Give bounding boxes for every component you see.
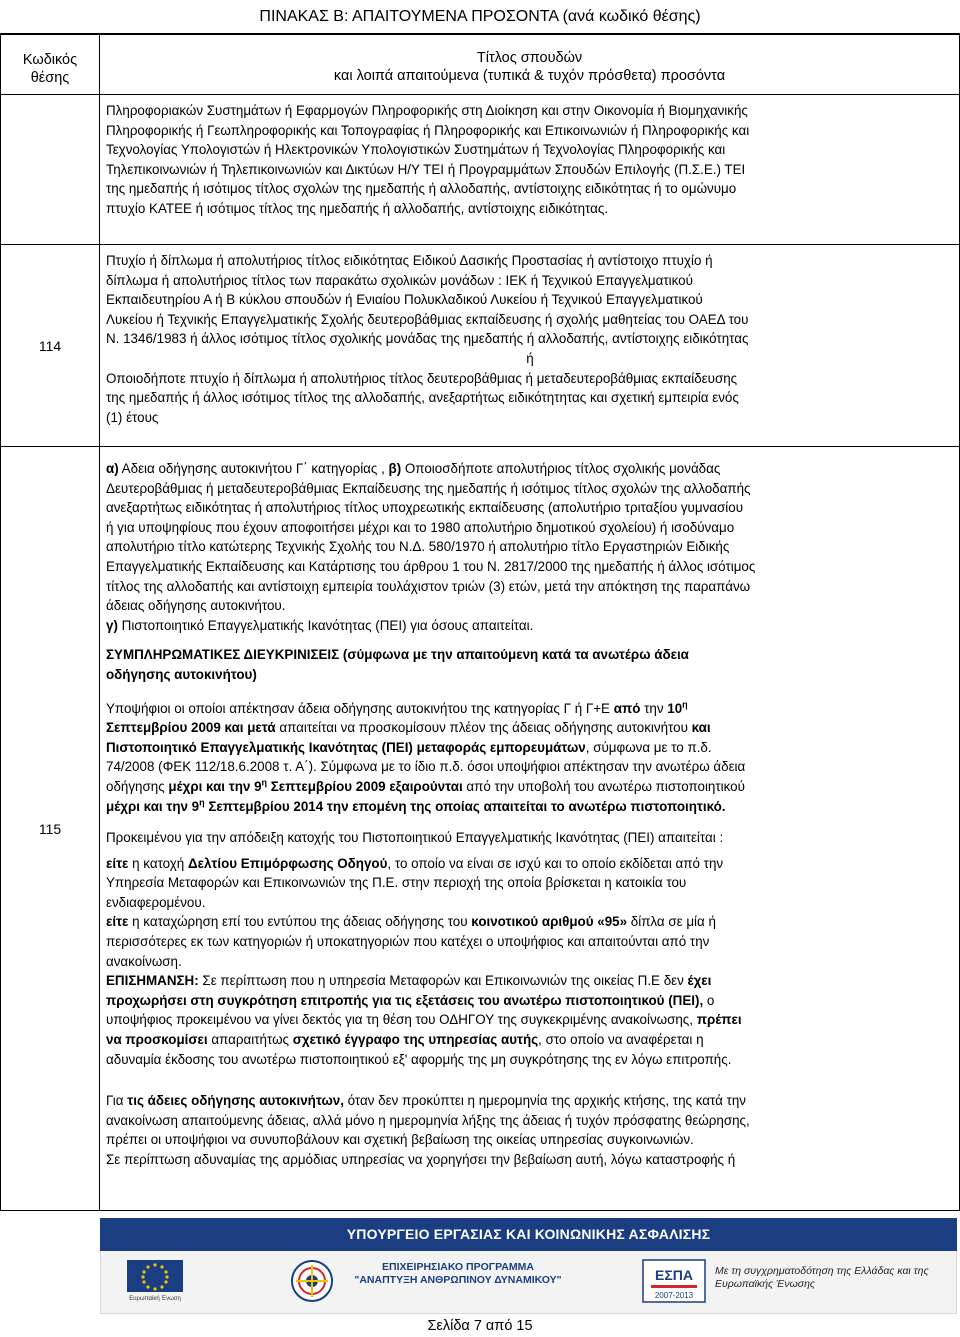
text-run: απαραιτήτως <box>207 1032 293 1048</box>
prev-line: Τηλεπικοινωνιών ή Τηλεπικοινωνιών και Δικτύων Η/Υ ΤΕΙ ή Προγραμμάτων Σπουδών Επιλογής (Π.Σ.Ε.) ΤΕΙ <box>106 161 746 177</box>
funding-banner <box>100 1218 957 1313</box>
text-run: Σεπτεμβρίου 2009 εξαιρούνται <box>267 778 463 794</box>
supplementary-heading <box>106 665 954 685</box>
programme-title <box>343 1261 573 1287</box>
text-run: να προσκομίσει <box>106 1032 208 1048</box>
text-run: την <box>640 700 668 716</box>
page-number: Σελίδα 7 από 15 <box>427 1318 533 1334</box>
logos-strip <box>100 1251 957 1314</box>
text-line <box>106 616 954 636</box>
header-title-line2: και λοιπά απαιτούμενα (τυπικά & τυχόν πρόσθετα) προσόντα <box>333 68 726 84</box>
text-line: τίτλος της αλλοδαπής και αντίστοιχη εμπειρία τουλάχιστον τριών (3) ετών, μετά την απόκτηση της παραπάνω <box>106 578 751 594</box>
item-label-a: α) <box>106 461 119 476</box>
text-run: πρέπει <box>696 1012 742 1028</box>
text-run: και <box>691 720 711 736</box>
prev-line: της ημεδαπής ή ισότιμος τίτλος σχολών της ημεδαπής ή αλλοδαπής, αντίστοιχης ειδικότητας ή το ομώνυμο <box>106 181 737 197</box>
text-line <box>106 991 954 1011</box>
text-run: , το οποίο να είναι σε ισχύ και το οποίο εκδίδεται από την <box>387 855 724 871</box>
text-line: (1) έτους <box>106 409 159 425</box>
text-line: της ημεδαπής ή άλλος ισότιμος τίτλος της αλλοδαπής, ανεξαρτήτως ειδικότητητας και σχετική εμπειρία ενός <box>106 390 739 406</box>
qualification-cell-114 <box>100 245 960 447</box>
text-run: Σεπτεμβρίου 2014 την επομένη της οποίας απαιτείται το ανωτέρω πιστοποιητικό. <box>204 798 726 814</box>
text-run: μέχρι και <box>168 778 226 794</box>
text-line <box>106 738 954 758</box>
header-code-cell <box>1 35 100 95</box>
text-line <box>106 1010 954 1030</box>
text-line: Προκειμένου για την απόδειξη κατοχής του Πιστοποιητικού Επαγγελματικής Ικανότητας (ΠΕΙ) απαιτείται : <box>106 830 724 846</box>
text-line <box>106 699 954 719</box>
text-run: η <box>682 699 688 710</box>
text-line: ανακοίνωση. <box>106 953 182 969</box>
text-run: Σεπτεμβρίου 2009 και μετά <box>106 720 276 736</box>
ministry-bar: ΥΠΟΥΡΓΕΙΟ ΕΡΓΑΣΙΑΣ ΚΑΙ ΚΟΙΝΩΝΙΚΗΣ ΑΣΦΑΛΙΣΗΣ <box>100 1218 957 1251</box>
item-label-b: β) <box>388 461 402 476</box>
text-line <box>106 854 954 874</box>
programme-line: "ΑΝΑΠΤΥΞΗ ΑΝΘΡΩΠΙΝΟΥ ΔΥΝΑΜΙΚΟΥ" <box>354 1274 562 1286</box>
text-line: Λυκείου ή Τεχνικής Επαγγελματικής Σχολής δευτεροβάθμιας εκπαίδευσης ή σχολής μαθητείας του ΟΑΕΔ του <box>106 311 749 327</box>
text-run: , στο οποίο να αναφέρεται η <box>538 1032 704 1048</box>
code-cell-114 <box>1 245 100 447</box>
text-run: από <box>613 700 641 716</box>
text-run: ο <box>703 992 715 1008</box>
text-run: τις άδειες οδήγησης αυτοκινήτων, <box>127 1093 344 1109</box>
text-line: περισσότερες εκ των κατηγοριών ή υποκατηγοριών που κατέχει ο υποψήφιος και απαιτούνται από την <box>106 934 710 950</box>
page-title: ΠΙΝΑΚΑΣ Β: ΑΠΑΙΤΟΥΜΕΝΑ ΠΡΟΣΟΝΤΑ (ανά κωδικό θέσης) <box>259 8 701 25</box>
eu-label: Ευρωπαϊκή Ένωση <box>129 1296 181 1302</box>
espa-years: 2007-2013 <box>654 1291 694 1300</box>
text-line: άδειας οδήγησης αυτοκινήτου. <box>106 598 286 614</box>
text-line <box>106 718 954 738</box>
text-run: Αδεια οδήγησης αυτοκινήτου Γ΄ κατηγορίας , <box>118 461 389 476</box>
prev-line: Πληροφοριακών Συστημάτων ή Εφαρμογών Πληροφορικής στη Διοίκηση και στην Οικονομία ή Βιομηχανικής <box>106 103 748 118</box>
text-run: σχετικό έγγραφο της υπηρεσίας αυτής <box>292 1032 539 1048</box>
qualification-cell-115 <box>100 447 960 1211</box>
programme-logo-icon <box>286 1257 338 1305</box>
text-run: η καταχώρηση επί του εντύπου της άδειας οδήγησης του <box>128 914 472 930</box>
cofunding-text: Με τη συγχρηματοδότηση της Ελλάδας και της Ευρωπαϊκής Ένωσης <box>715 1265 929 1290</box>
text-run: Για <box>106 1093 128 1109</box>
header-code-line1: Κωδικός <box>22 52 78 68</box>
text-run: προχωρήσει στη συγκρότηση επιτροπής για τις εξετάσεις του ανωτέρω πιστοποιητικού (ΠΕΙ), <box>106 992 704 1008</box>
prev-line: Τεχνολογίας Υπολογιστών ή Ηλεκτρονικών Υπολογιστικών Συστημάτων ή Τεχνολογίας Πληροφορικής και <box>106 142 726 158</box>
programme-line: ΕΠΙΧΕΙΡΗΣΙΑΚΟ ΠΡΟΓΡΑΜΜΑ <box>382 1261 534 1273</box>
header-title-line1: Τίτλος σπουδών <box>476 50 583 66</box>
text-line: δίπλωμα ή απολυτήριος τίτλος των παρακάτω σχολικών μονάδων : ΙΕΚ ή Τεχνικού Επαγγελματικού <box>106 272 693 288</box>
text-run: δίπλα σε μία ή <box>627 914 716 930</box>
eu-flag-icon <box>109 1258 201 1302</box>
text-run: απαιτείται να προσκομίσουν πλέον της άδειας οδήγησης αυτοκινήτου <box>275 720 692 736</box>
supplementary-heading <box>106 645 954 665</box>
text-run: κοινοτικού αριθμού «95» <box>471 914 628 930</box>
text-line: Επαγγελματικής Εκπαίδευσης και Κατάρτισης του άρθρου 1 του Ν. 2817/2000 της ημεδαπής ή άλλος ισότιμος <box>106 558 756 574</box>
position-code: 115 <box>38 820 62 837</box>
text-line <box>106 1030 954 1050</box>
requirements-table <box>0 34 960 1211</box>
table-row-continued <box>1 95 960 245</box>
text-line: αδυναμία έκδοσης του ανωτέρω πιστοποιητικού εξ' αφορμής της μη συγκρότησης της εν λόγω επιτροπής. <box>106 1051 732 1067</box>
text-run: ΕΠΙΣΗΜΑΝΣΗ: <box>106 973 199 989</box>
text-line: Πτυχίο ή δίπλωμα ή απολυτήριος τίτλος ειδικότητας Ειδικού Δασικής Προστασίας ή αντίστοιχο πτυχίο ή <box>106 253 713 268</box>
text-run: η κατοχή <box>128 855 188 871</box>
text-run: από την υποβολή του ανωτέρω πιστοποιητικού <box>462 778 745 794</box>
text-run: η <box>261 777 268 788</box>
code-cell-empty <box>1 95 100 245</box>
text-run: Πιστοποιητικό Επαγγελματικής Ικανότητας (ΠΕΙ) για όσους απαιτείται. <box>117 617 534 633</box>
text-line: Δευτεροβάθμιας ή μεταδευτεροβάθμιας Εκπαίδευσης της ημεδαπής ή ισότιμος τίτλος σχολών της αλλοδαπής <box>106 480 751 496</box>
text-run: οδήγησης αυτοκινήτου) <box>106 666 257 682</box>
text-line: Ν. 1346/1983 ή άλλος ισότιμος τίτλος σχολικής μονάδας της ημεδαπής ή αλλοδαπής, αντίστοιχης ειδικότητας <box>106 331 749 347</box>
text-line <box>106 777 954 797</box>
qualification-cell <box>100 95 960 245</box>
text-line: Υπηρεσία Μεταφορών και Επικοινωνιών της Π.Ε. στην περιοχή της οποία βρίσκεται η κατοικία του <box>106 875 687 891</box>
text-line: Οποιοδήποτε πτυχίο ή δίπλωμα ή απολυτήριος τίτλος δευτεροβάθμιας ή μεταδευτεροβάθμιας εκπαίδευσης <box>106 370 738 386</box>
position-code: 114 <box>38 337 62 354</box>
table-row-115 <box>1 447 960 1211</box>
text-run: Σε περίπτωση που η υπηρεσία Μεταφορών και Επικοινωνιών της οικείας Π.Ε δεν <box>198 973 688 989</box>
text-run: Υποψήφιοι οι οποίοι απέκτησαν άδεια οδήγησης αυτοκινήτου της κατηγορίας Γ ή Γ+Ε <box>106 700 614 716</box>
text-run: είτε <box>106 855 129 871</box>
table-row-114 <box>1 245 960 447</box>
item-label-c: γ) <box>106 617 118 633</box>
text-line: ή για υποψηφίους που έχουν αποφοιτήσει μέχρι και το 1980 απολυτήριο δημοτικού σχολείου) ή ισοδύναμο <box>106 519 735 535</box>
text-run: ΣΥΜΠΛΗΡΩΜΑΤΙΚΕΣ ΔΙΕΥΚΡΙΝΙΣΕΙΣ (σύμφωνα με την απαιτούμενη κατά τα ανωτέρω άδεια <box>106 647 689 663</box>
text-line <box>106 912 954 932</box>
text-run: είτε <box>106 914 129 930</box>
text-line: Σε περίπτωση αδυναμίας της αρμόδιας υπηρεσίας να χορηγήσει την βεβαίωση αυτή, λόγω καταστροφής ή <box>106 1152 736 1167</box>
prev-line: Πληροφορικής ή Γεωπληροφορικής και Τοπογραφίας ή Πληροφορικής και Επικοινωνιών ή Πληροφορικής και <box>106 122 750 138</box>
header-code-line2: θέσης <box>30 70 70 86</box>
text-run: όταν δεν προκύπτει η ημερομηνία της αρχικής κτήσης, της κατά την <box>343 1093 746 1109</box>
table-header-row <box>1 35 960 95</box>
text-line: Εκπαιδευτηρίου Α ή Β κύκλου σπουδών ή Ενιαίου Πολυκλαδικού Λυκείου ή Τεχνικού Επαγγελματικού <box>106 292 703 308</box>
text-run: 10 <box>667 700 683 716</box>
text-run: έχει <box>687 973 712 989</box>
text-run: Πιστοποιητικό Επαγγελματικής Ικανότητας (ΠΕΙ) μεταφοράς εμπορευμάτων <box>106 739 586 755</box>
text-run: οδήγησης <box>106 778 169 794</box>
text-line: πρέπει οι υποψήφιοι να συνυποβάλουν και σχετική βεβαίωση της οικείας υπηρεσίας συγκοινωνιών. <box>106 1132 694 1148</box>
or-separator: ή <box>526 350 534 366</box>
header-title-cell <box>100 35 960 95</box>
text-line: ανακοίνωση απαιτούμενης άδειας, αλλά μόνο η ημερομηνία λήξης της άδειας ή τυχόν πρόσφατης θεώρησης, <box>106 1112 750 1128</box>
text-line: ενδιαφερομένου. <box>106 894 206 910</box>
code-cell-115 <box>1 447 100 1211</box>
text-line: ανεξαρτήτως ειδικότητας ή απολυτήριος τίτλος υποχρεωτικής εκπαίδευσης (απολυτήριο τριταξίου γυμνασίου <box>106 500 744 516</box>
text-line: απολυτήριο τίτλο κατώτερης Τεχνικής Σχολής του Ν.Δ. 580/1970 ή απολυτήριο τίτλο Εργαστηριών Ειδικής <box>106 539 730 555</box>
text-run: Οποιοσδήποτε απολυτήριος τίτλος σχολικής μονάδας <box>401 461 721 476</box>
text-run: την 9 <box>225 778 262 794</box>
text-line <box>106 971 954 991</box>
text-line: 74/2008 (ΦΕΚ 112/18.6.2008 τ. Α΄). Σύμφωνα με το ίδιο π.δ. όσοι υποψήφιοι απέκτησαν την ανωτέρω άδεια <box>106 759 746 775</box>
text-run: η <box>199 797 205 808</box>
text-line <box>106 459 954 479</box>
espa-logo-icon <box>639 1256 709 1306</box>
prev-line: πτυχίο ΚΑΤΕΕ ή ισότιμος τίτλος της ημεδαπής ή αλλοδαπής, αντίστοιχης ειδικότητας. <box>106 200 609 216</box>
text-run: μέχρι και την 9 <box>106 798 200 814</box>
text-run: , σύμφωνα με το π.δ. <box>585 739 712 755</box>
espa-label: ΕΣΠΑ <box>655 1267 693 1283</box>
text-run: υποψήφιος προκειμένου να γίνει δεκτός για τη θέση του ΟΔΗΓΟΥ της συγκεκριμένης ανακοίνωσης, <box>106 1012 697 1028</box>
text-line <box>106 797 954 817</box>
text-run: Δελτίου Επιμόρφωσης Οδηγού <box>187 855 388 871</box>
text-line <box>106 1091 954 1111</box>
